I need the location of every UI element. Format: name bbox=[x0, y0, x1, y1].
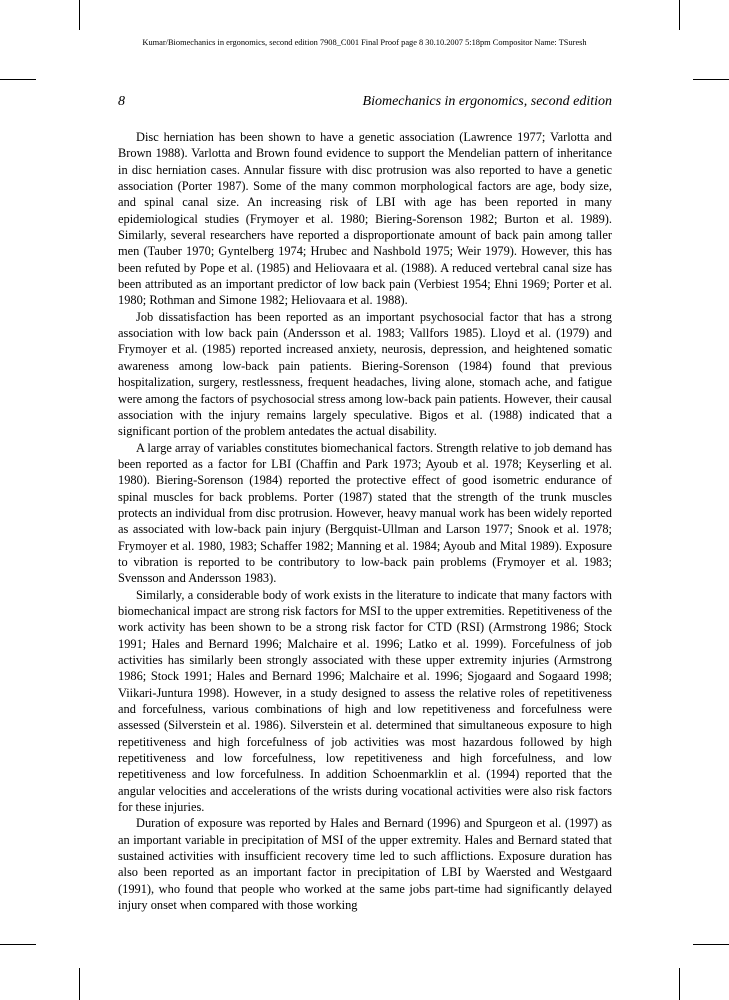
paragraph: Similarly, a considerable body of work exists in the literature to indicate that many factors with biomechanical impact are strong risk factors for MSI to the upper extremities. Repetitiveness of the work activity has been shown to be a strong risk factor for CTD (RSI) (Armstrong 1986; Stock 1991; Hales and Bernard 1996; Malchaire et al. 1996; Latko et al. 1999). Forcefulness of job activities has similarly been strongly associated with these upper extremity injuries (Armstrong 1986; Stock 1991; Hales and Bernard 1996; Malchaire et al. 1996; Sjogaard and Sogaard 1998; Viikari-Juntura 1998). However, in a study designed to assess the relative roles of repetitiveness and forcefulness, various combinations of high and low repetitiveness and forcefulness were assessed (Silverstein et al. 1986). Silverstein et al. determined that simultaneous exposure to high repetitiveness and high forcefulness of job activities was most hazardous followed by high repetitiveness and low forcefulness, low repetitiveness and high forcefulness, and low repetitiveness and low forcefulness. In addition Schoenmarklin et al. (1994) reported that the angular velocities and accelerations of the wrists during vocational activities were also risk factors for these injuries. bbox=[118, 587, 612, 815]
running-head-title: Biomechanics in ergonomics, second edition bbox=[362, 94, 612, 109]
crop-mark-top-left-horizontal bbox=[0, 79, 36, 80]
compositor-slug-line: Kumar/Biomechanics in ergonomics, second edition 7908_C001 Final Proof page 8 30.10.2007 5:18pm Compositor Name: TSuresh bbox=[142, 38, 587, 47]
crop-mark-bottom-left-vertical bbox=[79, 968, 80, 1000]
paragraph: A large array of variables constitutes biomechanical factors. Strength relative to job demand has been reported as a factor for LBI (Chaffin and Park 1973; Ayoub et al. 1978; Keyserling et al. 1980). Biering-Sorenson (1984) reported the protective effect of good isometric endurance of spinal muscles for back problems. Porter (1987) stated that the strength of the trunk muscles protects an individual from disc protrusion. However, heavy manual work has been widely reported as associated with low-back pain injury (Bergquist-Ullman and Larson 1977; Snook et al. 1978; Frymoyer et al. 1980, 1983; Schaffer 1982; Manning et al. 1984; Ayoub and Mital 1989). Exposure to vibration is reported to be contributory to low-back pain problems (Frymoyer et al. 1983; Svensson and Andersson 1983). bbox=[118, 440, 612, 586]
crop-mark-bottom-right-horizontal bbox=[693, 944, 729, 945]
paragraph: Disc herniation has been shown to have a genetic association (Lawrence 1977; Varlotta and Brown 1988). Varlotta and Brown found evidence to support the Mendelian pattern of inheritance in disc herniation cases. Annular fissure with disc protrusion was also reported to have a genetic association (Porter 1987). Some of the many common morphological factors are age, body size, and spinal canal size. An increasing risk of LBI with age has been reported in many epidemiological studies (Frymoyer et al. 1980; Biering-Sorenson 1982; Burton et al. 1989). Similarly, several researchers have reported a disproportionate amount of back pain among taller men (Tauber 1970; Gyntelberg 1974; Hrubec and Nashbold 1975; Weir 1979). However, this has been refuted by Pope et al. (1985) and Heliovaara et al. (1988). A reduced vertebral canal size has been attributed as an important predictor of low back pain (Verbiest 1954; Ehni 1969; Porter et al. 1980; Rothman and Simone 1982; Heliovaara et al. 1988). bbox=[118, 130, 612, 308]
crop-mark-top-left-vertical bbox=[79, 0, 80, 30]
paragraph: Job dissatisfaction has been reported as an important psychosocial factor that has a strong association with low back pain (Andersson et al. 1983; Vallfors 1985). Lloyd et al. (1979) and Frymoyer et al. (1985) reported increased anxiety, neurosis, depression, and heightened somatic awareness among low-back pain patients. Biering-Sorenson (1984) found that previous hospitalization, surgery, restlessness, frequent headaches, living alone, stomach ache, and fatigue were among the factors of psychosocial stress among low-back pain patients. However, their causal association with the injury remains largely speculative. Bigos et al. (1988) indicated that a significant portion of the problem antedates the actual disability. bbox=[118, 309, 612, 439]
crop-mark-bottom-right-vertical bbox=[679, 968, 680, 1000]
body-text bbox=[118, 129, 612, 914]
crop-mark-bottom-left-horizontal bbox=[0, 944, 36, 945]
crop-mark-top-right-vertical bbox=[679, 0, 680, 30]
paragraph: Duration of exposure was reported by Hales and Bernard (1996) and Spurgeon et al. (1997) as an important variable in precipitation of MSI of the upper extremity. Hales and Bernard stated that sustained activities with insufficient recovery time led to such afflictions. Exposure duration has also been reported as an important factor in precipitation of LBI by Waersted and Westgaard (1991), who found that people who worked at the same jobs part-time had significantly delayed injury onset when compared with those working bbox=[118, 816, 612, 913]
crop-mark-top-right-horizontal bbox=[693, 79, 729, 80]
page-number: 8 bbox=[118, 94, 125, 109]
